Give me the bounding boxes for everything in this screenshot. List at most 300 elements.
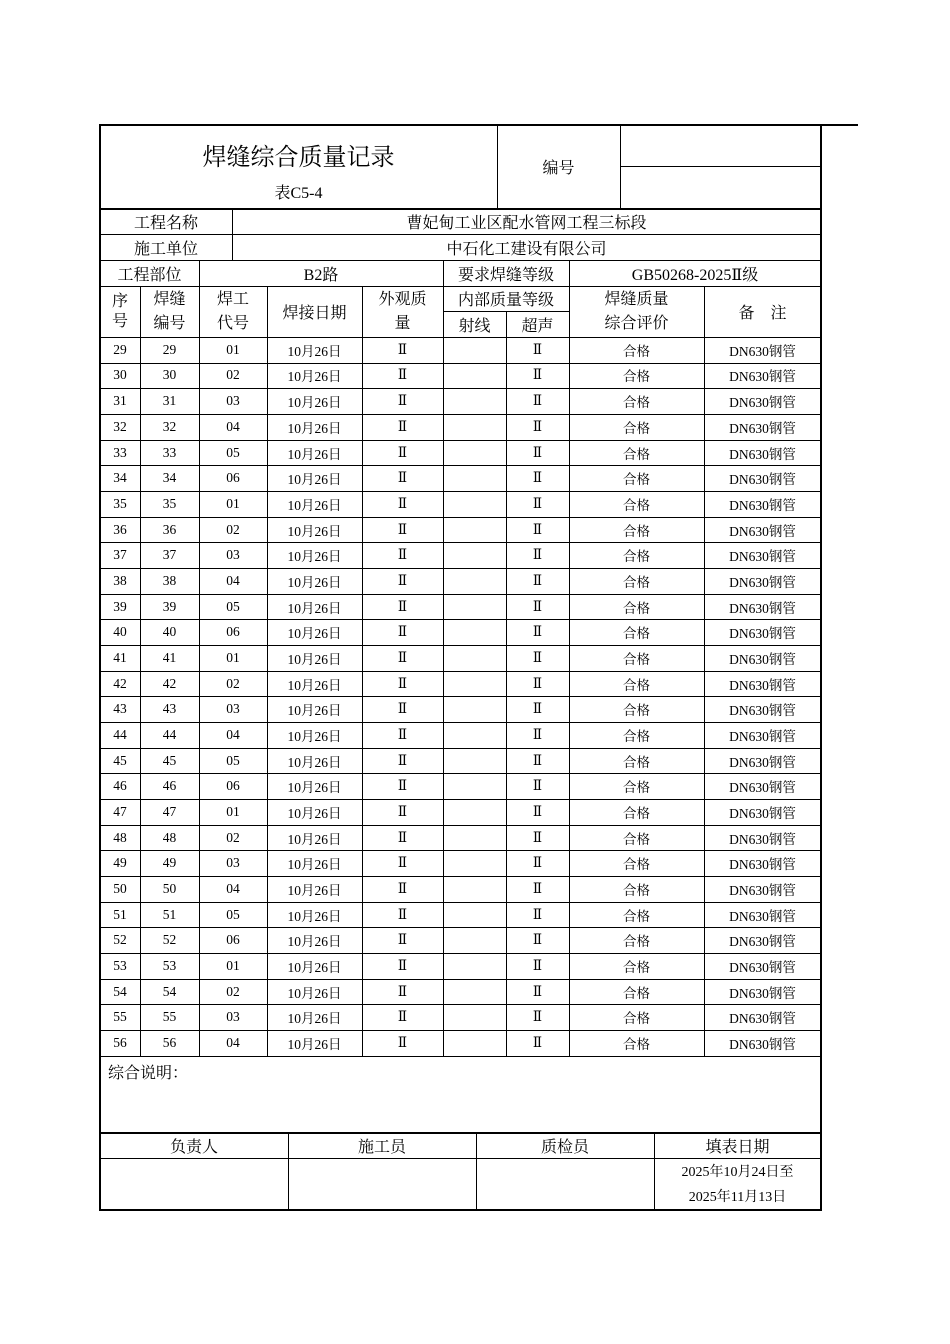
construction-unit-value: 中石化工建设有限公司	[446, 240, 607, 258]
row-divider	[100, 722, 821, 723]
col-evaluation-line1: 焊缝质量	[604, 290, 669, 308]
cell-ray	[443, 542, 506, 568]
col-seq-line2: 号	[111, 312, 128, 330]
row-divider	[100, 773, 821, 774]
cell-eval: 合格	[623, 343, 650, 359]
row-divider	[100, 465, 821, 466]
cell-appearance: Ⅱ	[397, 803, 408, 819]
top-right-stub	[820, 124, 858, 126]
cell-date: 10月26日	[287, 1036, 342, 1052]
cell-weld: 41	[162, 649, 177, 665]
cell-ultra: Ⅱ	[532, 1009, 543, 1025]
row-divider	[100, 517, 821, 518]
cell-ultra: Ⅱ	[532, 393, 543, 409]
project-part-value: B2路	[303, 266, 339, 284]
cell-ray	[443, 748, 506, 774]
cell-eval: 合格	[623, 677, 650, 693]
cell-weld: 48	[162, 829, 177, 845]
cell-eval: 合格	[623, 446, 650, 462]
cell-weld: 37	[162, 547, 177, 563]
row-divider	[100, 902, 821, 903]
cell-welder: 03	[226, 855, 240, 871]
cell-seq: 44	[113, 726, 127, 742]
cell-welder: 02	[226, 675, 240, 691]
inspector-signature-field[interactable]	[477, 1159, 653, 1209]
cell-seq: 35	[113, 495, 127, 511]
fill-date-label: 填表日期	[705, 1139, 770, 1156]
cell-welder: 06	[226, 470, 240, 486]
cell-seq: 32	[113, 418, 127, 434]
cell-remark: DN630钢管	[729, 908, 796, 924]
cell-appearance: Ⅱ	[397, 547, 408, 563]
cell-seq: 48	[113, 829, 127, 845]
cell-ultra: Ⅱ	[532, 855, 543, 871]
cell-seq: 46	[113, 778, 127, 794]
cell-ray	[443, 619, 506, 645]
cell-welder: 04	[226, 726, 240, 742]
cell-remark: DN630钢管	[729, 857, 796, 873]
cell-remark: DN630钢管	[729, 728, 796, 744]
cell-ultra: Ⅱ	[532, 983, 543, 999]
cell-appearance: Ⅱ	[397, 880, 408, 896]
cell-ultra: Ⅱ	[532, 906, 543, 922]
cell-remark: DN630钢管	[729, 934, 796, 950]
cell-ray	[443, 825, 506, 851]
cell-eval: 合格	[623, 651, 650, 667]
cell-ultra: Ⅱ	[532, 778, 543, 794]
cell-appearance: Ⅱ	[397, 495, 408, 511]
cell-ultra: Ⅱ	[532, 880, 543, 896]
cell-seq: 45	[113, 752, 127, 768]
cell-appearance: Ⅱ	[397, 906, 408, 922]
cell-remark: DN630钢管	[729, 626, 796, 642]
row-divider	[100, 799, 821, 800]
cell-remark: DN630钢管	[729, 395, 796, 411]
cell-appearance: Ⅱ	[397, 829, 408, 845]
cell-date: 10月26日	[287, 805, 342, 821]
cell-weld: 47	[162, 803, 177, 819]
cell-appearance: Ⅱ	[397, 855, 408, 871]
cell-ultra: Ⅱ	[532, 829, 543, 845]
number-field-2[interactable]	[621, 167, 820, 207]
cell-appearance: Ⅱ	[397, 983, 408, 999]
cell-seq: 36	[113, 521, 127, 537]
cell-ray	[443, 337, 506, 363]
cell-date: 10月26日	[287, 523, 342, 539]
row-divider	[100, 1004, 821, 1005]
cell-date: 10月26日	[287, 600, 342, 616]
col-seq-line1: 序	[111, 292, 128, 310]
cell-ray	[443, 1030, 506, 1056]
cell-date: 10月26日	[287, 831, 342, 847]
cell-appearance: Ⅱ	[397, 393, 408, 409]
row-divider	[100, 388, 821, 389]
weld-grade-label: 要求焊缝等级	[457, 266, 554, 284]
cell-welder: 05	[226, 598, 240, 614]
cell-remark: DN630钢管	[729, 780, 796, 796]
cell-weld: 32	[162, 418, 177, 434]
row-divider	[100, 414, 821, 415]
row-divider	[100, 645, 821, 646]
cell-date: 10月26日	[287, 728, 342, 744]
cell-ray	[443, 953, 506, 979]
cell-ray	[443, 645, 506, 671]
cell-seq: 41	[113, 649, 127, 665]
cell-remark: DN630钢管	[729, 651, 796, 667]
row-divider	[100, 1030, 821, 1031]
cell-ray	[443, 414, 506, 440]
cell-ultra: Ⅱ	[532, 444, 543, 460]
col-ray-header: 射线	[458, 317, 491, 335]
row-divider	[100, 825, 821, 826]
cell-ultra: Ⅱ	[532, 341, 543, 357]
cell-appearance: Ⅱ	[397, 778, 408, 794]
cell-eval: 合格	[623, 857, 650, 873]
col-evaluation-line2: 综合评价	[604, 314, 669, 332]
cell-ultra: Ⅱ	[532, 752, 543, 768]
cell-seq: 53	[113, 957, 127, 973]
cell-remark: DN630钢管	[729, 677, 796, 693]
cell-ray	[443, 1004, 506, 1030]
col-weld-no-header	[140, 286, 199, 337]
cell-seq: 38	[113, 572, 127, 588]
cell-eval: 合格	[623, 934, 650, 950]
cell-eval: 合格	[623, 831, 650, 847]
weld-grade-value: GB50268-2025Ⅱ级	[631, 266, 759, 284]
cell-ultra: Ⅱ	[532, 675, 543, 691]
number-field-1[interactable]	[621, 126, 820, 166]
cell-weld: 55	[162, 1009, 177, 1025]
cell-welder: 04	[226, 880, 240, 896]
cell-ultra: Ⅱ	[532, 598, 543, 614]
cell-date: 10月26日	[287, 985, 342, 1001]
cell-remark: DN630钢管	[729, 497, 796, 513]
cell-date: 10月26日	[287, 343, 342, 359]
cell-appearance: Ⅱ	[397, 1034, 408, 1050]
row-divider	[100, 748, 821, 749]
row-divider	[100, 363, 821, 364]
cell-appearance: Ⅱ	[397, 1009, 408, 1025]
cell-ultra: Ⅱ	[532, 521, 543, 537]
cell-ultra: Ⅱ	[532, 932, 543, 948]
cell-remark: DN630钢管	[729, 343, 796, 359]
cell-welder: 01	[226, 957, 240, 973]
cell-date: 10月26日	[287, 908, 342, 924]
cell-seq: 30	[113, 367, 127, 383]
cell-appearance: Ⅱ	[397, 649, 408, 665]
row-divider	[100, 568, 821, 569]
cell-ultra: Ⅱ	[532, 803, 543, 819]
cell-eval: 合格	[623, 703, 650, 719]
cell-seq: 37	[113, 547, 127, 563]
cell-appearance: Ⅱ	[397, 752, 408, 768]
col-appearance-line1: 外观质	[378, 290, 427, 308]
row-divider	[100, 927, 821, 928]
cell-appearance: Ⅱ	[397, 701, 408, 717]
row-divider	[100, 953, 821, 954]
cell-eval: 合格	[623, 523, 650, 539]
cell-eval: 合格	[623, 549, 650, 565]
cell-ray	[443, 722, 506, 748]
cell-ray	[443, 696, 506, 722]
col-weld-no-line2: 编号	[153, 314, 186, 332]
cell-welder: 03	[226, 547, 240, 563]
col-welder-header	[199, 286, 267, 337]
cell-remark: DN630钢管	[729, 369, 796, 385]
cell-weld: 29	[162, 341, 177, 357]
cell-welder: 02	[226, 829, 240, 845]
cell-welder: 01	[226, 649, 240, 665]
cell-remark: DN630钢管	[729, 574, 796, 590]
row-divider	[100, 671, 821, 672]
cell-appearance: Ⅱ	[397, 598, 408, 614]
cell-appearance: Ⅱ	[397, 675, 408, 691]
cell-welder: 01	[226, 341, 240, 357]
cell-date: 10月26日	[287, 677, 342, 693]
cell-ultra: Ⅱ	[532, 957, 543, 973]
cell-eval: 合格	[623, 780, 650, 796]
cell-seq: 55	[113, 1009, 127, 1025]
cell-ray	[443, 465, 506, 491]
cell-weld: 42	[162, 675, 177, 691]
cell-welder: 01	[226, 803, 240, 819]
row-divider	[100, 876, 821, 877]
cell-appearance: Ⅱ	[397, 624, 408, 640]
cell-seq: 50	[113, 880, 127, 896]
cell-welder: 03	[226, 701, 240, 717]
cell-remark: DN630钢管	[729, 882, 796, 898]
col-evaluation-header	[569, 286, 704, 337]
cell-eval: 合格	[623, 728, 650, 744]
cell-seq: 51	[113, 906, 127, 922]
cell-eval: 合格	[623, 395, 650, 411]
cell-weld: 50	[162, 880, 177, 896]
cell-seq: 49	[113, 855, 127, 871]
row-divider	[100, 619, 821, 620]
cell-weld: 45	[162, 752, 177, 768]
cell-eval: 合格	[623, 1011, 650, 1027]
cell-eval: 合格	[623, 959, 650, 975]
cell-seq: 54	[113, 983, 127, 999]
fill-date-line1: 2025年10月24日至	[681, 1165, 794, 1180]
col-internal-header: 内部质量等级	[457, 292, 554, 309]
cell-seq: 34	[113, 470, 127, 486]
cell-appearance: Ⅱ	[397, 341, 408, 357]
cell-eval: 合格	[623, 472, 650, 488]
col-date-header: 焊接日期	[282, 305, 347, 322]
cell-eval: 合格	[623, 574, 650, 590]
cell-seq: 42	[113, 675, 127, 691]
cell-weld: 44	[162, 726, 177, 742]
cell-weld: 38	[162, 572, 177, 588]
cell-welder: 05	[226, 906, 240, 922]
cell-weld: 30	[162, 367, 177, 383]
cell-ray	[443, 671, 506, 697]
cell-ultra: Ⅱ	[532, 726, 543, 742]
fill-date-line2: 2025年11月13日	[688, 1190, 787, 1205]
cell-welder: 02	[226, 983, 240, 999]
cell-date: 10月26日	[287, 574, 342, 590]
col-weld-no-line1: 焊缝	[153, 290, 186, 308]
cell-ultra: Ⅱ	[532, 572, 543, 588]
cell-remark: DN630钢管	[729, 472, 796, 488]
cell-seq: 40	[113, 624, 127, 640]
cell-date: 10月26日	[287, 857, 342, 873]
responsible-label: 负责人	[169, 1139, 218, 1156]
cell-weld: 54	[162, 983, 177, 999]
cell-eval: 合格	[623, 497, 650, 513]
cell-weld: 46	[162, 778, 177, 794]
row-divider	[100, 440, 821, 441]
cell-date: 10月26日	[287, 395, 342, 411]
cell-remark: DN630钢管	[729, 600, 796, 616]
cell-eval: 合格	[623, 1036, 650, 1052]
cell-ray	[443, 388, 506, 414]
cell-ultra: Ⅱ	[532, 1034, 543, 1050]
cell-welder: 05	[226, 444, 240, 460]
cell-date: 10月26日	[287, 497, 342, 513]
cell-eval: 合格	[623, 908, 650, 924]
cell-remark: DN630钢管	[729, 831, 796, 847]
cell-ray	[443, 363, 506, 389]
cell-welder: 06	[226, 778, 240, 794]
cell-remark: DN630钢管	[729, 549, 796, 565]
cell-welder: 06	[226, 932, 240, 948]
summary-label: 综合说明：	[108, 1065, 189, 1082]
inspector-label: 质检员	[540, 1139, 589, 1156]
cell-eval: 合格	[623, 805, 650, 821]
cell-appearance: Ⅱ	[397, 572, 408, 588]
cell-date: 10月26日	[287, 472, 342, 488]
col-remark-header: 备 注	[738, 305, 787, 322]
cell-ray	[443, 927, 506, 953]
cell-ultra: Ⅱ	[532, 624, 543, 640]
col-welder-line1: 焊工	[216, 290, 249, 308]
cell-seq: 31	[113, 393, 127, 409]
cell-welder: 03	[226, 393, 240, 409]
form-title: 焊缝综合质量记录	[202, 144, 395, 171]
cell-ray	[443, 440, 506, 466]
row-divider	[100, 979, 821, 980]
project-name-value: 曹妃甸工业区配水管网工程三标段	[406, 214, 647, 232]
cell-welder: 04	[226, 572, 240, 588]
cell-date: 10月26日	[287, 780, 342, 796]
constructor-signature-field[interactable]	[289, 1159, 475, 1209]
responsible-signature-field[interactable]	[101, 1159, 287, 1209]
form-code: 表C5-4	[274, 184, 323, 202]
construction-unit-label: 施工单位	[133, 240, 198, 258]
cell-eval: 合格	[623, 626, 650, 642]
cell-remark: DN630钢管	[729, 985, 796, 1001]
cell-seq: 47	[113, 803, 127, 819]
constructor-label: 施工员	[357, 1139, 406, 1156]
cell-date: 10月26日	[287, 369, 342, 385]
col-welder-line2: 代号	[216, 314, 249, 332]
cell-appearance: Ⅱ	[397, 521, 408, 537]
cell-weld: 40	[162, 624, 177, 640]
project-name-label: 工程名称	[133, 214, 198, 232]
cell-weld: 53	[162, 957, 177, 973]
cell-welder: 02	[226, 367, 240, 383]
cell-eval: 合格	[623, 420, 650, 436]
row-divider	[100, 491, 821, 492]
cell-remark: DN630钢管	[729, 805, 796, 821]
cell-weld: 33	[162, 444, 177, 460]
cell-ray	[443, 568, 506, 594]
cell-weld: 36	[162, 521, 177, 537]
cell-ultra: Ⅱ	[532, 701, 543, 717]
row-divider	[100, 594, 821, 595]
cell-welder: 04	[226, 1034, 240, 1050]
cell-seq: 39	[113, 598, 127, 614]
cell-remark: DN630钢管	[729, 420, 796, 436]
cell-seq: 29	[113, 341, 127, 357]
cell-seq: 43	[113, 701, 127, 717]
cell-ultra: Ⅱ	[532, 470, 543, 486]
cell-welder: 05	[226, 752, 240, 768]
cell-ultra: Ⅱ	[532, 367, 543, 383]
cell-eval: 合格	[623, 754, 650, 770]
project-part-label: 工程部位	[117, 266, 182, 284]
cell-appearance: Ⅱ	[397, 957, 408, 973]
cell-remark: DN630钢管	[729, 959, 796, 975]
cell-ultra: Ⅱ	[532, 495, 543, 511]
cell-date: 10月26日	[287, 626, 342, 642]
cell-date: 10月26日	[287, 882, 342, 898]
cell-date: 10月26日	[287, 446, 342, 462]
cell-ultra: Ⅱ	[532, 649, 543, 665]
cell-welder: 06	[226, 624, 240, 640]
col-ultrasonic-header: 超声	[521, 317, 554, 335]
cell-weld: 51	[162, 906, 177, 922]
cell-eval: 合格	[623, 600, 650, 616]
cell-remark: DN630钢管	[729, 1036, 796, 1052]
cell-welder: 02	[226, 521, 240, 537]
cell-date: 10月26日	[287, 934, 342, 950]
row-divider	[100, 542, 821, 543]
cell-weld: 56	[162, 1034, 177, 1050]
cell-weld: 52	[162, 932, 177, 948]
cell-weld: 49	[162, 855, 177, 871]
cell-date: 10月26日	[287, 703, 342, 719]
cell-remark: DN630钢管	[729, 1011, 796, 1027]
cell-ray	[443, 594, 506, 620]
cell-weld: 43	[162, 701, 177, 717]
cell-appearance: Ⅱ	[397, 418, 408, 434]
cell-ray	[443, 799, 506, 825]
cell-weld: 31	[162, 393, 177, 409]
cell-welder: 03	[226, 1009, 240, 1025]
cell-seq: 52	[113, 932, 127, 948]
cell-ray	[443, 773, 506, 799]
cell-weld: 39	[162, 598, 177, 614]
cell-date: 10月26日	[287, 1011, 342, 1027]
cell-ultra: Ⅱ	[532, 547, 543, 563]
cell-date: 10月26日	[287, 549, 342, 565]
cell-weld: 34	[162, 470, 177, 486]
cell-seq: 33	[113, 444, 127, 460]
cell-date: 10月26日	[287, 754, 342, 770]
cell-appearance: Ⅱ	[397, 470, 408, 486]
cell-remark: DN630钢管	[729, 523, 796, 539]
cell-ray	[443, 491, 506, 517]
cell-welder: 01	[226, 495, 240, 511]
col-appearance-line2: 量	[394, 314, 411, 332]
col-seq-header	[100, 286, 140, 337]
cell-ray	[443, 517, 506, 543]
col-appearance-header	[362, 286, 443, 337]
cell-ray	[443, 850, 506, 876]
